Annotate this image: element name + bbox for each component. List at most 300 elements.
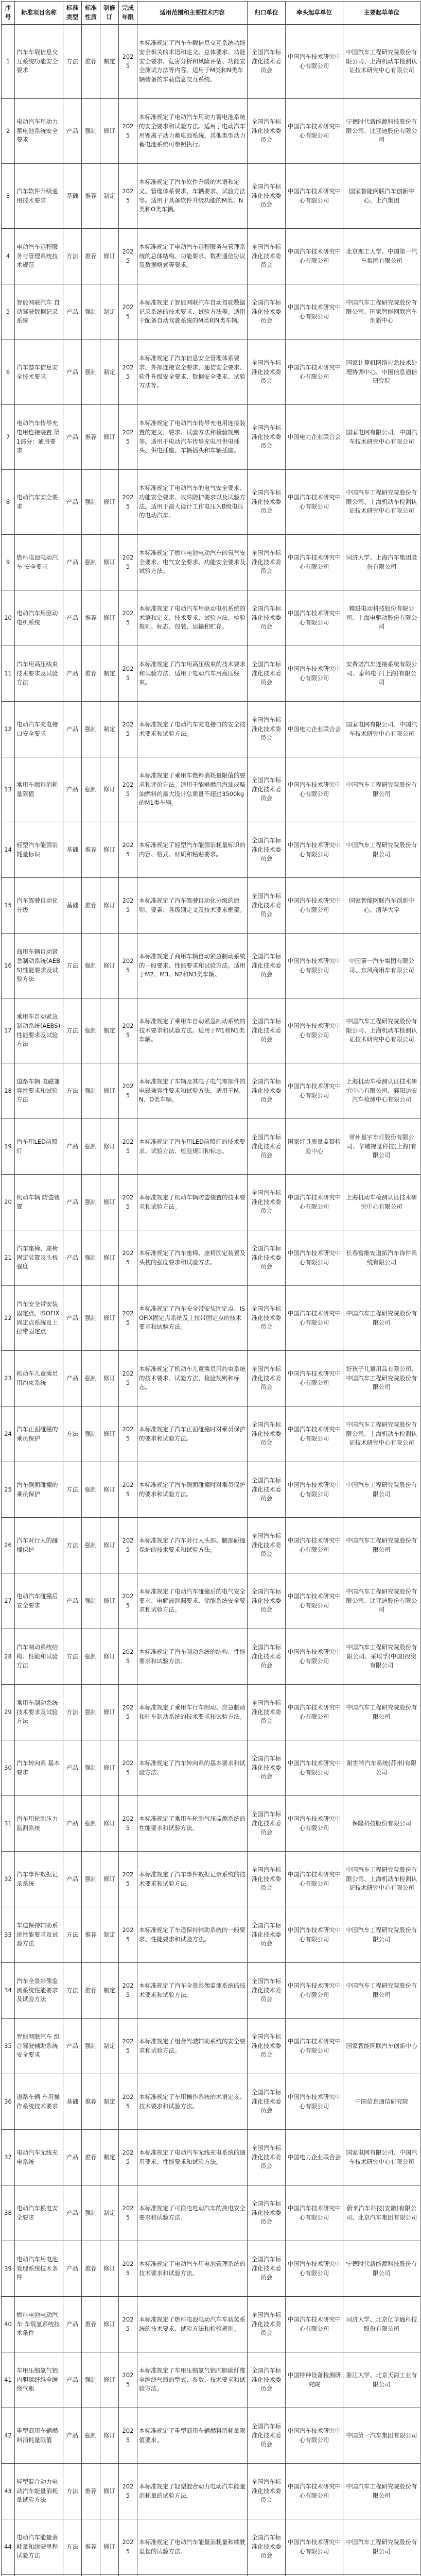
column-header: 归口单位 xyxy=(248,2,286,25)
lead-drafter-cell: 中国汽车技术研究中心有限公司 xyxy=(286,646,343,702)
row-number-cell: 14 xyxy=(2,822,15,878)
main-drafters-cell: 精进电动科技股份有限公司、上海电驱动股份有限公司 xyxy=(343,590,420,646)
standard-nature-cell: 推荐 xyxy=(82,646,100,702)
main-drafters-cell: 中国汽车工程研究院股份有限公司 xyxy=(343,1963,420,2019)
standard-type-cell: 产品 xyxy=(63,1796,82,1852)
standard-nature-cell: 强制 xyxy=(82,1230,100,1286)
completion-year-cell: 2025 xyxy=(119,590,137,646)
column-header: 适用范围和主要技术内容 xyxy=(137,2,248,25)
responsible-unit-cell: 全国汽车标准化技术委员会 xyxy=(248,1963,286,2019)
standard-nature-cell: 强制 xyxy=(82,1286,100,1351)
responsible-unit-cell: 全国汽车标准化技术委员会 xyxy=(248,340,286,405)
revision-type-cell: 制定 xyxy=(100,1963,119,2019)
scope-content-cell: 本标准规定了乘用车自动紧急制动系统的技术要求和试验方法。适用于M1和N1类车辆。 xyxy=(137,998,248,1063)
main-drafters-cell: 中国信息通信研究院 xyxy=(343,2074,420,2130)
standard-nature-cell: 推荐 xyxy=(82,2074,100,2130)
main-drafters-cell: 中国汽车工程研究院股份有限公司 xyxy=(343,822,420,878)
row-number-cell: 23 xyxy=(2,1351,15,1406)
responsible-unit-cell: 全国汽车标准化技术委员会 xyxy=(248,1462,286,1518)
row-number-cell: 12 xyxy=(2,702,15,757)
main-drafters-cell: 中国汽车工程研究院股份有限公司、上海机动车检测认证技术研究中心有限公司 xyxy=(343,998,420,1063)
standard-name-cell: 电动汽车用驱动电机系统 xyxy=(15,590,63,646)
main-drafters-cell: 国家电网有限公司、中国汽车技术研究中心有限公司 xyxy=(343,2130,420,2185)
responsible-unit-cell: 全国汽车标准化技术委员会 xyxy=(248,822,286,878)
standard-nature-cell: 强制 xyxy=(82,470,100,535)
lead-drafter-cell: 中国汽车技术研究中心有限公司 xyxy=(286,1230,343,1286)
table-row xyxy=(2,2352,420,2408)
lead-drafter-cell: 中国汽车技术研究中心有限公司 xyxy=(286,1852,343,1907)
lead-drafter-cell: 中国特种设备检测研究院 xyxy=(286,2352,343,2408)
table-row xyxy=(2,405,420,470)
standard-type-cell: 基础 xyxy=(63,822,82,878)
standard-type-cell: 产品 xyxy=(63,2185,82,2241)
main-drafters-cell: 中国汽车工程研究院股份有限公司 xyxy=(343,1462,420,1518)
table-row xyxy=(2,1740,420,1796)
table-row xyxy=(2,590,420,646)
lead-drafter-cell: 中国汽车技术研究中心有限公司 xyxy=(286,535,343,590)
standard-name-cell: 电动汽车传导充电用连接装置 第1部分：通用要求 xyxy=(15,405,63,470)
revision-type-cell: 修订 xyxy=(100,2241,119,2297)
row-number-cell: 18 xyxy=(2,1063,15,1119)
completion-year-cell: 2025 xyxy=(119,822,137,878)
table-row xyxy=(2,1963,420,2019)
standard-name-cell: 机动车辆 防盗装置 xyxy=(15,1175,63,1230)
column-header: 主要起草单位 xyxy=(343,2,420,25)
responsible-unit-cell: 全国汽车标准化技术委员会 xyxy=(248,934,286,998)
completion-year-cell: 2025 xyxy=(119,1286,137,1351)
completion-year-cell: 2025 xyxy=(119,1119,137,1175)
main-drafters-cell: 保隆科技股份有限公司 xyxy=(343,1796,420,1852)
scope-content-cell: 本标准规定了车用操作系统的术语定义、技术要求和试验方法。 xyxy=(137,2074,248,2130)
scope-content-cell: 本标准规定了车道保持辅助系统的一般要求、性能要求和试验方法。 xyxy=(137,1907,248,1963)
responsible-unit-cell: 全国汽车标准化技术委员会 xyxy=(248,2074,286,2130)
standard-nature-cell: 强制 xyxy=(82,284,100,340)
responsible-unit-cell: 全国汽车标准化技术委员会 xyxy=(248,1230,286,1286)
standard-name-cell: 汽车转向系 基本要求 xyxy=(15,1740,63,1796)
completion-year-cell: 2025 xyxy=(119,1740,137,1796)
responsible-unit-cell: 全国汽车标准化技术委员会 xyxy=(248,2408,286,2464)
revision-type-cell: 制定 xyxy=(100,646,119,702)
table-row xyxy=(2,1685,420,1740)
revision-type-cell: 修订 xyxy=(100,2297,119,2352)
standard-name-cell: 轻型汽车能源消耗量标识 xyxy=(15,822,63,878)
completion-year-cell: 2025 xyxy=(119,2185,137,2241)
scope-content-cell: 本标准规定了汽车正面碰撞时对乘员保护的要求和试验方法。 xyxy=(137,1406,248,1462)
completion-year-cell: 2025 xyxy=(119,2130,137,2185)
table-row xyxy=(2,1119,420,1175)
standard-type-cell: 方法 xyxy=(63,1406,82,1462)
responsible-unit-cell: 全国汽车标准化技术委员会 xyxy=(248,2019,286,2074)
revision-type-cell: 制定 xyxy=(100,25,119,99)
completion-year-cell: 2025 xyxy=(119,99,137,164)
standard-nature-cell: 强制 xyxy=(82,340,100,405)
completion-year-cell: 2025 xyxy=(119,25,137,99)
main-drafters-cell: 中国汽车工程研究院股份有限公司、上海机动车检测认证技术研究中心有限公司 xyxy=(343,1406,420,1462)
standard-name-cell: 重型商用车辆燃料消耗量限值 xyxy=(15,2408,63,2464)
completion-year-cell: 2025 xyxy=(119,1406,137,1462)
lead-drafter-cell: 中国汽车技术研究中心有限公司 xyxy=(286,1063,343,1119)
main-drafters-cell: 同济大学、北京亿华通科技股份有限公司 xyxy=(343,2297,420,2352)
table-row xyxy=(2,757,420,822)
standard-nature-cell: 强制 xyxy=(82,1796,100,1852)
standard-name-cell: 电动汽车能量消耗量和续驶里程试验方法 xyxy=(15,2519,63,2575)
scope-content-cell: 本标准规定了汽车用LED前照灯的技术要求、试验方法、检验规则和标志。 xyxy=(137,1119,248,1175)
standard-type-cell: 产品 xyxy=(63,2352,82,2408)
lead-drafter-cell: 中国汽车技术研究中心有限公司 xyxy=(286,25,343,99)
table-row xyxy=(2,1351,420,1406)
standards-plan-table xyxy=(1,1,420,2576)
revision-type-cell: 制定 xyxy=(100,702,119,757)
responsible-unit-cell: 全国汽车标准化技术委员会 xyxy=(248,2130,286,2185)
standard-type-cell: 方法 xyxy=(63,1462,82,1518)
standard-name-cell: 汽车车载信息交互系统功能安全要求 xyxy=(15,25,63,99)
main-drafters-cell: 国家智能网联汽车创新中心、清华大学 xyxy=(343,878,420,934)
responsible-unit-cell: 全国汽车标准化技术委员会 xyxy=(248,1629,286,1685)
table-row xyxy=(2,1230,420,1286)
standard-type-cell: 基础 xyxy=(63,2074,82,2130)
table-row xyxy=(2,229,420,284)
lead-drafter-cell: 中国汽车技术研究中心有限公司 xyxy=(286,2408,343,2464)
table-row xyxy=(2,998,420,1063)
revision-type-cell: 修订 xyxy=(100,1852,119,1907)
lead-drafter-cell: 中国汽车技术研究中心有限公司 xyxy=(286,1907,343,1963)
standard-type-cell: 产品 xyxy=(63,1230,82,1286)
row-number-cell: 40 xyxy=(2,2297,15,2352)
revision-type-cell: 制定 xyxy=(100,2130,119,2185)
responsible-unit-cell: 全国汽车标准化技术委员会 xyxy=(248,2352,286,2408)
completion-year-cell: 2025 xyxy=(119,1175,137,1230)
row-number-cell: 2 xyxy=(2,99,15,164)
standard-name-cell: 电动汽车安全要求 xyxy=(15,470,63,535)
revision-type-cell: 修订 xyxy=(100,1286,119,1351)
row-number-cell: 37 xyxy=(2,2130,15,2185)
revision-type-cell: 修订 xyxy=(100,1230,119,1286)
main-drafters-cell: 国家电网有限公司、中国汽车技术研究中心有限公司 xyxy=(343,405,420,470)
standard-nature-cell: 强制 xyxy=(82,702,100,757)
standard-type-cell: 方法 xyxy=(63,1063,82,1119)
revision-type-cell: 修订 xyxy=(100,1175,119,1230)
standard-name-cell: 汽车整车信息安全技术要求 xyxy=(15,340,63,405)
standard-nature-cell: 强制 xyxy=(82,1740,100,1796)
revision-type-cell: 修订 xyxy=(100,2408,119,2464)
standard-type-cell: 产品 xyxy=(63,757,82,822)
row-number-cell: 30 xyxy=(2,1740,15,1796)
standard-nature-cell: 推荐 xyxy=(82,2130,100,2185)
row-number-cell: 11 xyxy=(2,646,15,702)
standard-type-cell: 产品 xyxy=(63,1175,82,1230)
standard-type-cell: 产品 xyxy=(63,1119,82,1175)
row-number-cell: 28 xyxy=(2,1629,15,1685)
standard-name-cell: 轻型混合动力电动汽车能量消耗量试验方法 xyxy=(15,2464,63,2519)
standard-name-cell: 汽车制动系统结构、性能和试验方法 xyxy=(15,1629,63,1685)
standard-nature-cell: 强制 xyxy=(82,757,100,822)
responsible-unit-cell: 全国汽车标准化技术委员会 xyxy=(248,405,286,470)
standard-type-cell: 产品 xyxy=(63,1852,82,1907)
scope-content-cell: 本标准规定了乘用车燃料消耗量限值的要求和评价方法。适用于能够燃用汽油或柴油燃料的最大设计总质量不超过3500kg的M1类车辆。 xyxy=(137,757,248,822)
completion-year-cell: 2025 xyxy=(119,1063,137,1119)
revision-type-cell: 修订 xyxy=(100,878,119,934)
lead-drafter-cell: 中国汽车技术研究中心有限公司 xyxy=(286,2519,343,2575)
completion-year-cell: 2025 xyxy=(119,405,137,470)
standard-type-cell: 方法 xyxy=(63,2519,82,2575)
row-number-cell: 9 xyxy=(2,535,15,590)
revision-type-cell: 修订 xyxy=(100,1063,119,1119)
lead-drafter-cell: 中国汽车技术研究中心有限公司 xyxy=(286,99,343,164)
standard-name-cell: 汽车软件升级通用技术要求 xyxy=(15,164,63,229)
lead-drafter-cell: 中国汽车技术研究中心有限公司 xyxy=(286,2297,343,2352)
responsible-unit-cell: 全国汽车标准化技术委员会 xyxy=(248,1740,286,1796)
standard-name-cell: 电动汽车换电安全要求 xyxy=(15,2185,63,2241)
completion-year-cell: 2025 xyxy=(119,2408,137,2464)
standard-nature-cell: 强制 xyxy=(82,1629,100,1685)
standard-type-cell: 产品 xyxy=(63,2130,82,2185)
table-row xyxy=(2,1852,420,1907)
scope-content-cell: 本标准规定了汽车驾驶自动化分级的原则、要素、各级别定义及技术要求框架。 xyxy=(137,878,248,934)
scope-content-cell: 本标准规定了汽车转向系的基本要求和试验方法。 xyxy=(137,1740,248,1796)
scope-content-cell: 本标准规定了电动汽车用动力蓄电池系统的安全要求和试验方法。适用于电动汽车用锂离子动力蓄电池系统，其他类型动力蓄电池系统可参照执行。 xyxy=(137,99,248,164)
scope-content-cell: 本标准规定了汽车车载信息交互系统功能安全相关的术语和定义、总体要求、功能安全要求、危害分析和风险评估、功能安全测试方法等内容。适用于M类和N类车辆装备的车载信息交互系统。 xyxy=(137,25,248,99)
lead-drafter-cell: 中国电力企业联合会 xyxy=(286,702,343,757)
standard-type-cell: 方法 xyxy=(63,998,82,1063)
row-number-cell: 42 xyxy=(2,2408,15,2464)
row-number-cell: 26 xyxy=(2,1518,15,1573)
standard-nature-cell: 强制 xyxy=(82,1119,100,1175)
scope-content-cell: 本标准规定了汽车软件升级的术语和定义、管理体系要求、车辆要求、试验方法等。适用于具备软件升级功能的M类、N类和O类车辆。 xyxy=(137,164,248,229)
lead-drafter-cell: 中国汽车技术研究中心有限公司 xyxy=(286,590,343,646)
responsible-unit-cell: 全国汽车标准化技术委员会 xyxy=(248,535,286,590)
standard-type-cell: 基础 xyxy=(63,878,82,934)
row-number-cell: 32 xyxy=(2,1852,15,1907)
revision-type-cell: 制定 xyxy=(100,1907,119,1963)
standard-nature-cell: 强制 xyxy=(82,1406,100,1462)
standard-name-cell: 乘用车自动紧急制动系统(AEBS)性能要求及试验方法 xyxy=(15,998,63,1063)
row-number-cell: 17 xyxy=(2,998,15,1063)
standard-type-cell: 产品 xyxy=(63,2297,82,2352)
standard-name-cell: 智能网联汽车 自动驾驶数据记录系统 xyxy=(15,284,63,340)
responsible-unit-cell: 全国汽车标准化技术委员会 xyxy=(248,2241,286,2297)
scope-content-cell: 本标准规定了电动汽车碰撞后的电气安全要求、电解液泄漏要求、储能系统安全要求和试验方法。 xyxy=(137,1573,248,1629)
row-number-cell: 21 xyxy=(2,1230,15,1286)
responsible-unit-cell: 全国汽车标准化技术委员会 xyxy=(248,99,286,164)
standard-nature-cell: 推荐 xyxy=(82,2519,100,2575)
standard-nature-cell: 推荐 xyxy=(82,2241,100,2297)
main-drafters-cell: 中国汽车工程研究院股份有限公司、上海机动车检测认证技术研究中心有限公司 xyxy=(343,1852,420,1907)
responsible-unit-cell: 全国汽车标准化技术委员会 xyxy=(248,2297,286,2352)
main-drafters-cell: 常州星宇车灯股份有限公司、华域视觉科技(上海)有限公司 xyxy=(343,1119,420,1175)
table-row xyxy=(2,535,420,590)
scope-content-cell: 本标准规定了电动汽车用驱动电机系统的术语和定义、技术要求、试验方法、检验规则、标志、包装、运输和贮存。 xyxy=(137,590,248,646)
standard-name-cell: 电动汽车无线充电系统 xyxy=(15,2130,63,2185)
scope-content-cell: 本标准规定了燃料电池电动汽车的氢气安全要求、电气安全要求、功能安全要求及试验方法。 xyxy=(137,535,248,590)
revision-type-cell: 修订 xyxy=(100,1351,119,1406)
standard-name-cell: 汽车正面碰撞的乘员保护 xyxy=(15,1406,63,1462)
standard-nature-cell: 推荐 xyxy=(82,1907,100,1963)
revision-type-cell: 修订 xyxy=(100,1629,119,1685)
scope-content-cell: 本标准规定了汽车座椅、座椅固定装置及头枕的强度要求和试验方法。 xyxy=(137,1230,248,1286)
lead-drafter-cell: 中国汽车技术研究中心有限公司 xyxy=(286,1406,343,1462)
lead-drafter-cell: 中国汽车技术研究中心有限公司 xyxy=(286,1963,343,2019)
standard-name-cell: 电动汽车充电接口安全要求 xyxy=(15,702,63,757)
main-drafters-cell: 中国汽车工程研究院股份有限公司 xyxy=(343,1518,420,1573)
lead-drafter-cell: 中国汽车技术研究中心有限公司 xyxy=(286,2464,343,2519)
completion-year-cell: 2025 xyxy=(119,340,137,405)
standard-type-cell: 产品 xyxy=(63,1351,82,1406)
responsible-unit-cell: 全国汽车标准化技术委员会 xyxy=(248,1685,286,1740)
completion-year-cell: 2025 xyxy=(119,1351,137,1406)
main-drafters-cell: 中国汽车工程研究院股份有限公司 xyxy=(343,2519,420,2575)
standard-name-cell: 汽车侧面碰撞的乘员保护 xyxy=(15,1462,63,1518)
row-number-cell: 31 xyxy=(2,1796,15,1852)
row-number-cell: 19 xyxy=(2,1119,15,1175)
standard-name-cell: 汽车驾驶自动化分级 xyxy=(15,878,63,934)
table-row xyxy=(2,2185,420,2241)
column-header: 牵头起草单位 xyxy=(286,2,343,25)
row-number-cell: 3 xyxy=(2,164,15,229)
main-drafters-cell: 中国汽车工程研究院股份有限公司、上海机动车检测认证技术研究中心有限公司 xyxy=(343,470,420,535)
scope-content-cell: 本标准规定了车用压缩氢气铝内胆碳纤维全缠绕气瓶的型式、参数、技术要求和试验方法。 xyxy=(137,2352,248,2408)
table-row xyxy=(2,470,420,535)
standard-name-cell: 电动汽车用电池管理系统技术条件 xyxy=(15,2241,63,2297)
row-number-cell: 36 xyxy=(2,2074,15,2130)
table-row xyxy=(2,2408,420,2464)
main-drafters-cell: 浙江大学、北京天海工业有限公司 xyxy=(343,2352,420,2408)
revision-type-cell: 修订 xyxy=(100,934,119,998)
row-number-cell: 5 xyxy=(2,284,15,340)
scope-content-cell: 本标准规定了汽车对行人头部、腿部碰撞保护的技术要求和试验方法。 xyxy=(137,1518,248,1573)
main-drafters-cell: 国家智能网联汽车创新中心、上汽集团 xyxy=(343,164,420,229)
row-number-cell: 34 xyxy=(2,1963,15,2019)
lead-drafter-cell: 中国汽车技术研究中心有限公司 xyxy=(286,2074,343,2130)
scope-content-cell: 本标准规定了组合驾驶辅助系统的安全要求和试验方法。 xyxy=(137,2019,248,2074)
lead-drafter-cell: 中国汽车技术研究中心有限公司 xyxy=(286,934,343,998)
standard-type-cell: 方法 xyxy=(63,1629,82,1685)
scope-content-cell: 本标准规定了汽车用高压线束的技术要求和试验方法。适用于电动汽车用高压线束。 xyxy=(137,646,248,702)
row-number-cell: 4 xyxy=(2,229,15,284)
revision-type-cell: 修订 xyxy=(100,470,119,535)
standard-name-cell: 汽车用高压线束技术要求及试验方法 xyxy=(15,646,63,702)
standard-name-cell: 道路车辆 车用操作系统技术要求 xyxy=(15,2074,63,2130)
completion-year-cell: 2025 xyxy=(119,1230,137,1286)
standard-type-cell: 产品 xyxy=(63,2019,82,2074)
table-row xyxy=(2,25,420,99)
main-drafters-cell: 中国汽车工程研究院股份有限公司、国家智能网联汽车创新中心 xyxy=(343,284,420,340)
row-number-cell: 7 xyxy=(2,405,15,470)
main-drafters-cell: 中国汽车工程研究院股份有限公司 xyxy=(343,1286,420,1351)
revision-type-cell: 修订 xyxy=(100,1462,119,1518)
revision-type-cell: 修订 xyxy=(100,99,119,164)
standard-type-cell: 产品 xyxy=(63,2408,82,2464)
main-drafters-cell: 中国第一汽车集团有限公司、东风商用车有限公司 xyxy=(343,934,420,998)
scope-content-cell: 本标准规定了汽车侧面碰撞时对乘员保护的要求和试验方法。 xyxy=(137,1462,248,1518)
table-row xyxy=(2,1629,420,1685)
standard-nature-cell: 推荐 xyxy=(82,2464,100,2519)
completion-year-cell: 2025 xyxy=(119,284,137,340)
main-drafters-cell: 宁德时代新能源科技股份有限公司、比亚迪股份有限公司 xyxy=(343,99,420,164)
standard-name-cell: 汽车座椅、座椅固定装置及头枕强度 xyxy=(15,1230,63,1286)
standard-type-cell: 产品 xyxy=(63,535,82,590)
responsible-unit-cell: 全国汽车标准化技术委员会 xyxy=(248,1406,286,1462)
scope-content-cell: 本标准规定了电动汽车远程服务与管理系统的总体结构、功能要求、数据通信协议及数据格式等要求。 xyxy=(137,229,248,284)
completion-year-cell: 2025 xyxy=(119,878,137,934)
scope-content-cell: 本标准规定了电动汽车的电气安全要求、功能安全要求、故障防护要求以及试验方法。适用于最大设计工作电压为B级电压的电动汽车。 xyxy=(137,470,248,535)
standard-name-cell: 汽车安全带安装固定点、ISOFIX固定点系统及上拉带固定点 xyxy=(15,1286,63,1351)
lead-drafter-cell: 中国电力企业联合会 xyxy=(286,405,343,470)
lead-drafter-cell: 中国汽车技术研究中心有限公司 xyxy=(286,284,343,340)
lead-drafter-cell: 中国汽车技术研究中心有限公司 xyxy=(286,1629,343,1685)
standard-type-cell: 方法 xyxy=(63,1963,82,2019)
row-number-cell: 39 xyxy=(2,2241,15,2297)
scope-content-cell: 本标准规定了汽车全景影像监测系统的技术要求和试验方法。 xyxy=(137,1963,248,2019)
standard-name-cell: 汽车全景影像监测系统性能要求及试验方法 xyxy=(15,1963,63,2019)
table-row xyxy=(2,822,420,878)
responsible-unit-cell: 全国汽车标准化技术委员会 xyxy=(248,2519,286,2575)
responsible-unit-cell: 全国汽车标准化技术委员会 xyxy=(248,470,286,535)
row-number-cell: 38 xyxy=(2,2185,15,2241)
standard-type-cell: 方法 xyxy=(63,1685,82,1740)
completion-year-cell: 2025 xyxy=(119,2074,137,2130)
standard-nature-cell: 强制 xyxy=(82,1063,100,1119)
table-row xyxy=(2,2464,420,2519)
revision-type-cell: 制定 xyxy=(100,2019,119,2074)
responsible-unit-cell: 全国汽车标准化技术委员会 xyxy=(248,757,286,822)
lead-drafter-cell: 中国汽车技术研究中心有限公司 xyxy=(286,1796,343,1852)
revision-type-cell: 修订 xyxy=(100,405,119,470)
scope-content-cell: 本标准规定了机动车儿童乘员用约束系统的技术要求、试验方法、检验规则和标志。 xyxy=(137,1351,248,1406)
row-number-cell: 13 xyxy=(2,757,15,822)
main-drafters-cell: 上海机动车检测认证技术研究中心有限公司、襄阳达安汽车检测中心有限公司 xyxy=(343,1063,420,1119)
lead-drafter-cell: 中国汽车技术研究中心有限公司 xyxy=(286,340,343,405)
standard-nature-cell: 强制 xyxy=(82,2408,100,2464)
row-number-cell: 16 xyxy=(2,934,15,998)
responsible-unit-cell: 全国汽车标准化技术委员会 xyxy=(248,25,286,99)
standard-nature-cell: 推荐 xyxy=(82,405,100,470)
responsible-unit-cell: 全国汽车标准化技术委员会 xyxy=(248,1907,286,1963)
revision-type-cell: 修订 xyxy=(100,1406,119,1462)
revision-type-cell: 修订 xyxy=(100,2464,119,2519)
completion-year-cell: 2025 xyxy=(119,2019,137,2074)
lead-drafter-cell: 中国汽车技术研究中心有限公司 xyxy=(286,998,343,1063)
lead-drafter-cell: 中国电力企业联合会 xyxy=(286,2130,343,2185)
standard-nature-cell: 强制 xyxy=(82,1852,100,1907)
revision-type-cell: 修订 xyxy=(100,535,119,590)
standard-nature-cell: 强制 xyxy=(82,2019,100,2074)
revision-type-cell: 制定 xyxy=(100,2185,119,2241)
completion-year-cell: 2025 xyxy=(119,1573,137,1629)
scope-content-cell: 本标准规定了汽车事件数据记录系统的技术要求和试验方法。 xyxy=(137,1852,248,1907)
completion-year-cell: 2025 xyxy=(119,470,137,535)
standard-name-cell: 电动汽车用动力蓄电池系统安全要求 xyxy=(15,99,63,164)
standard-name-cell: 电动汽车碰撞后安全要求 xyxy=(15,1573,63,1629)
table-row xyxy=(2,2074,420,2130)
row-number-cell: 10 xyxy=(2,590,15,646)
main-drafters-cell: 耐世特汽车系统(苏州)有限公司 xyxy=(343,1740,420,1796)
lead-drafter-cell: 中国汽车技术研究中心有限公司 xyxy=(286,1740,343,1796)
lead-drafter-cell: 中国汽车技术研究中心有限公司 xyxy=(286,229,343,284)
scope-content-cell: 本标准规定了乘用车行车制动、应急制动和驻车制动系统的技术要求和试验方法。 xyxy=(137,1685,248,1740)
standard-name-cell: 电动汽车远程服务与管理系统技术规范 xyxy=(15,229,63,284)
table-row xyxy=(2,2019,420,2074)
row-number-cell: 35 xyxy=(2,2019,15,2074)
standard-type-cell: 产品 xyxy=(63,470,82,535)
revision-type-cell: 制定 xyxy=(100,2074,119,2130)
responsible-unit-cell: 全国汽车标准化技术委员会 xyxy=(248,1518,286,1573)
completion-year-cell: 2025 xyxy=(119,1907,137,1963)
scope-content-cell: 本标准规定了汽车信息安全管理体系要求、外部连接安全要求、通信安全要求、软件升级安全要求、数据安全要求、试验方法等。 xyxy=(137,340,248,405)
responsible-unit-cell: 全国汽车标准化技术委员会 xyxy=(248,1852,286,1907)
revision-type-cell: 制定 xyxy=(100,340,119,405)
row-number-cell: 15 xyxy=(2,878,15,934)
lead-drafter-cell: 中国汽车技术研究中心有限公司 xyxy=(286,2241,343,2297)
